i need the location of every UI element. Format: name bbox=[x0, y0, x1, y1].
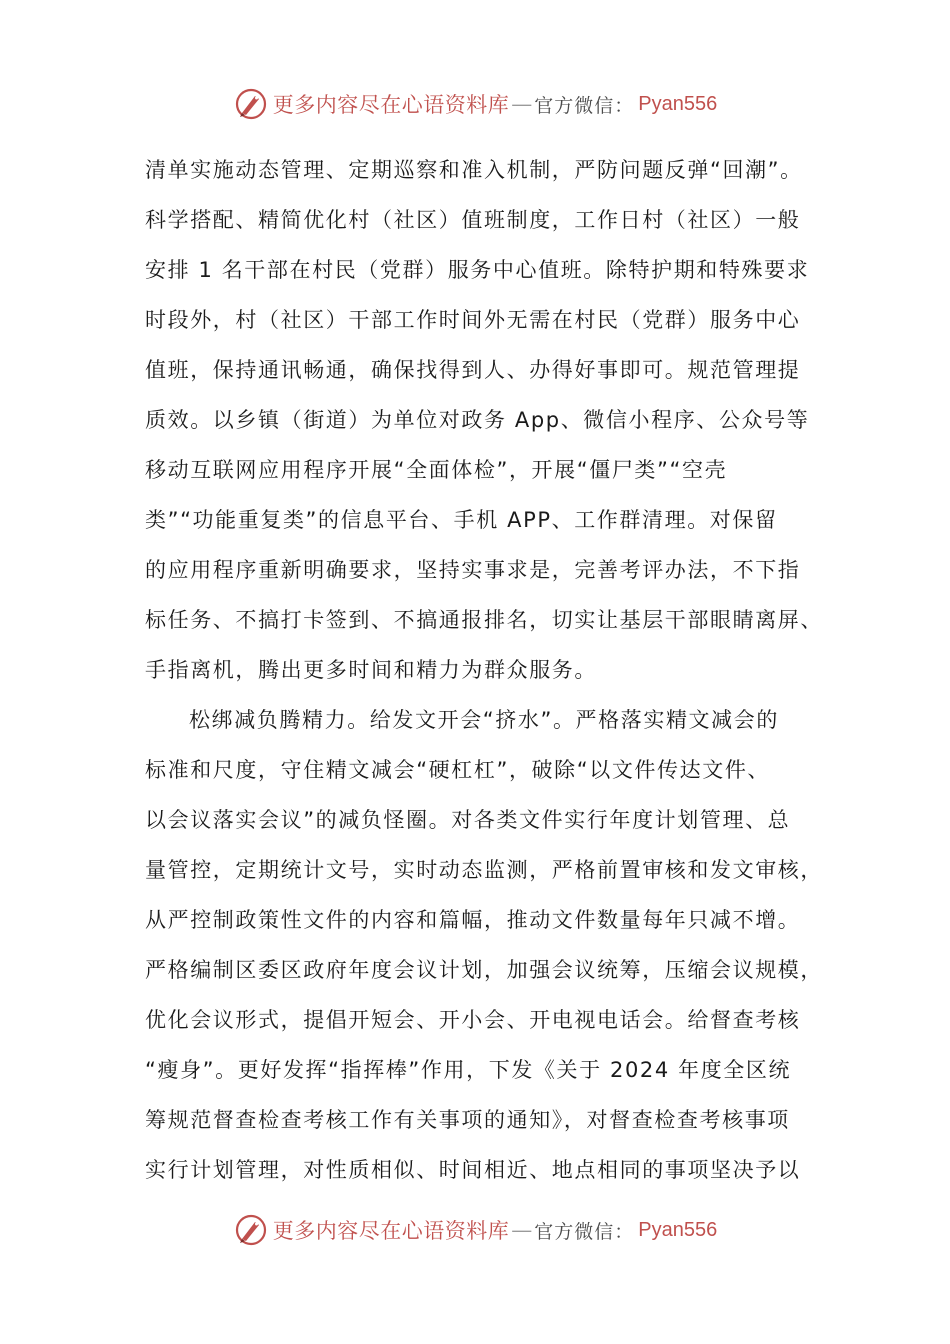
text-line: 量管控，定期统计文号，实时动态监测，严格前置审核和发文审核， bbox=[145, 858, 823, 882]
watermark-wechat-id: Pyan556 bbox=[638, 92, 718, 115]
watermark-label: 官方微信： bbox=[534, 1220, 635, 1243]
text-line: 标准和尺度，守住精文减会“硬杠杠”，破除“以文件传达文件、 bbox=[145, 758, 771, 782]
header-watermark bbox=[0, 84, 950, 124]
watermark-label: 官方微信： bbox=[534, 94, 635, 117]
text-line: 移动互联网应用程序开展“全面体检”，开展“僵尸类”“空壳 bbox=[145, 458, 728, 482]
watermark-wechat-id: Pyan556 bbox=[638, 1218, 718, 1241]
pen-nib-logo-icon bbox=[233, 86, 269, 122]
text-line: 以会议落实会议”的减负怪圈。对各类文件实行年度计划管理、总 bbox=[145, 808, 791, 832]
footer-watermark bbox=[0, 1210, 950, 1250]
text-line: 时段外，村（社区）干部工作时间外无需在村民（党群）服务中心 bbox=[145, 308, 801, 332]
text-line: 标任务、不搞打卡签到、不搞通报排名，切实让基层干部眼睛离屏、 bbox=[145, 608, 823, 632]
text-line: 优化会议形式，提倡开短会、开小会、开电视电话会。给督查考核 bbox=[145, 1008, 801, 1032]
text-line: 安排 1 名干部在村民（党群）服务中心值班。除特护期和特殊要求 bbox=[145, 258, 810, 282]
document-body bbox=[145, 152, 823, 1202]
watermark-separator: — bbox=[511, 1218, 533, 1242]
pen-nib-logo-icon bbox=[233, 1212, 269, 1248]
paragraph-start-line: 松绑减负腾精力。给发文开会“挤水”。严格落实精文减会的 bbox=[189, 708, 779, 732]
text-line: 实行计划管理，对性质相似、时间相近、地点相同的事项坚决予以 bbox=[145, 1158, 801, 1182]
text-line: 质效。以乡镇（街道）为单位对政务 App、微信小程序、公众号等 bbox=[145, 408, 810, 432]
text-line: 严格编制区委区政府年度会议计划，加强会议统筹，压缩会议规模， bbox=[145, 958, 823, 982]
text-line: 类”“功能重复类”的信息平台、手机 APP、工作群清理。对保留 bbox=[145, 508, 778, 532]
text-line: 的应用程序重新明确要求，坚持实事求是，完善考评办法，不下指 bbox=[145, 558, 801, 582]
watermark-separator: — bbox=[511, 92, 533, 116]
watermark-site-text: 更多内容尽在心语资料库 bbox=[272, 1219, 510, 1243]
text-line: 手指离机，腾出更多时间和精力为群众服务。 bbox=[145, 658, 597, 682]
text-line: 科学搭配、精简优化村（社区）值班制度，工作日村（社区）一般 bbox=[145, 208, 801, 232]
text-line: 值班，保持通讯畅通，确保找得到人、办得好事即可。规范管理提 bbox=[145, 358, 801, 382]
text-line: “瘦身”。更好发挥“指挥棒”作用，下发《关于 2024 年度全区统 bbox=[145, 1058, 792, 1082]
text-line: 从严控制政策性文件的内容和篇幅，推动文件数量每年只减不增。 bbox=[145, 908, 801, 932]
text-line: 清单实施动态管理、定期巡察和准入机制，严防问题反弹“回潮”。 bbox=[145, 158, 803, 182]
watermark-site-text: 更多内容尽在心语资料库 bbox=[272, 93, 510, 117]
text-line: 筹规范督查检查考核工作有关事项的通知》，对督查检查考核事项 bbox=[145, 1108, 790, 1132]
